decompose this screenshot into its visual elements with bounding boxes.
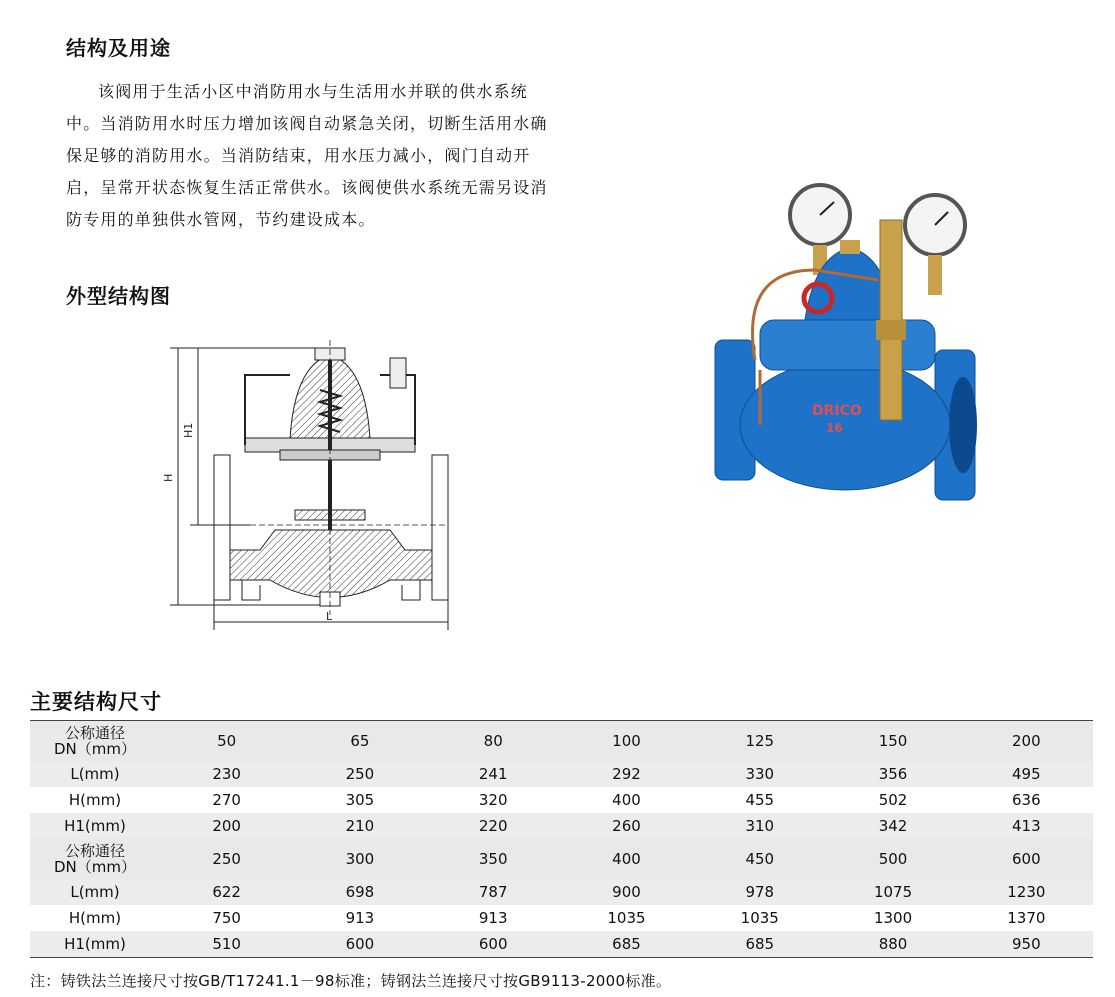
dim-h-label: H	[162, 473, 175, 482]
intro-paragraph: 该阀用于生活小区中消防用水与生活用水并联的供水系统中。当消防用水时压力增加该阀自动紧急关闭，切断生活用水确保足够的消防用水。当消防结束，用水压力减小，阀门自动开启，呈常开状态恢复生活正常供水。该阀使供水系统无需另设消防专用的单独供水管网，节约建设成本。	[66, 82, 548, 229]
table-cell: 230	[160, 761, 293, 787]
dim-l-label: L	[326, 610, 333, 623]
table-cell: 150	[826, 721, 959, 762]
dim-h1-label: H1	[182, 422, 195, 438]
table-cell: 1370	[1007, 909, 1046, 927]
table-row	[30, 813, 1093, 839]
table-cell: 787	[427, 879, 560, 905]
dn-header-cell: 公称通径 DN（mm）	[30, 839, 160, 879]
table-cell: 50	[160, 721, 293, 762]
dimensions-table	[30, 720, 1093, 958]
row-label: H1(mm)	[30, 931, 160, 958]
photo-brand-mark: DRICO	[812, 403, 862, 419]
table-cell: 1300	[873, 909, 913, 927]
section-title-dimensions: 主要结构尺寸	[30, 689, 162, 714]
row-label: H(mm)	[68, 909, 122, 927]
table-cell: 356	[826, 761, 959, 787]
table-cell: 320	[478, 791, 508, 809]
table-row	[30, 931, 1093, 958]
valve-product-photo	[700, 170, 990, 510]
table-cell: 200	[960, 721, 1093, 762]
dn-header-cell: 公称通径 DN（mm）	[30, 721, 160, 762]
section-title-structure-use: 结构及用途	[66, 36, 171, 60]
section-title-drawing: 外型结构图	[66, 284, 171, 308]
table-cell: 1035	[740, 909, 779, 927]
table-cell: 270	[212, 791, 241, 809]
table-cell: 125	[693, 721, 826, 762]
table-cell: 502	[878, 791, 908, 809]
table-cell: 685	[693, 931, 826, 958]
table-cell: 750	[212, 909, 241, 927]
table-row	[30, 761, 1093, 787]
table-cell: 450	[693, 839, 826, 879]
table-cell: 80	[427, 721, 560, 762]
table-cell: 636	[1012, 791, 1041, 809]
row-label: L(mm)	[30, 761, 160, 787]
table-cell: 200	[160, 813, 293, 839]
table-cell: 880	[826, 931, 959, 958]
table-cell: 978	[693, 879, 826, 905]
table-cell: 1230	[960, 879, 1093, 905]
table-cell: 1035	[607, 909, 646, 927]
table-cell: 622	[160, 879, 293, 905]
table-cell: 300	[293, 839, 426, 879]
table-cell: 685	[560, 931, 693, 958]
table-cell: 500	[826, 839, 959, 879]
table-cell: 400	[560, 839, 693, 879]
row-label: L(mm)	[30, 879, 160, 905]
table-cell: 100	[560, 721, 693, 762]
table-cell: 250	[160, 839, 293, 879]
table-row	[30, 905, 1093, 931]
table-cell: 600	[293, 931, 426, 958]
table-cell: 950	[960, 931, 1093, 958]
table-cell: 220	[427, 813, 560, 839]
row-label: H(mm)	[68, 791, 122, 809]
table-cell: 413	[960, 813, 1093, 839]
table-cell: 350	[427, 839, 560, 879]
footnote: 注：铸铁法兰连接尺寸按GB/T17241.1－98标准；铸钢法兰连接尺寸按GB9113-2000标准。	[30, 972, 672, 990]
table-row	[30, 787, 1093, 813]
table-row	[30, 721, 1093, 762]
table-cell: 65	[293, 721, 426, 762]
photo-size-mark: 16	[826, 421, 843, 435]
table-cell: 455	[745, 791, 775, 809]
table-cell: 510	[160, 931, 293, 958]
table-cell: 342	[826, 813, 959, 839]
table-cell: 305	[345, 791, 375, 809]
table-cell: 310	[693, 813, 826, 839]
table-cell: 495	[960, 761, 1093, 787]
table-cell: 600	[427, 931, 560, 958]
row-label: H1(mm)	[30, 813, 160, 839]
table-cell: 400	[612, 791, 641, 809]
table-row	[30, 879, 1093, 905]
table-cell: 250	[293, 761, 426, 787]
table-cell: 1075	[826, 879, 959, 905]
table-cell: 913	[478, 909, 508, 927]
table-cell: 600	[960, 839, 1093, 879]
table-cell: 241	[427, 761, 560, 787]
table-cell: 330	[693, 761, 826, 787]
table-cell: 210	[293, 813, 426, 839]
table-cell: 698	[293, 879, 426, 905]
valve-section-drawing	[150, 330, 470, 640]
table-cell: 900	[560, 879, 693, 905]
table-cell: 292	[560, 761, 693, 787]
table-cell: 260	[560, 813, 693, 839]
table-row	[30, 839, 1093, 879]
table-cell: 913	[345, 909, 375, 927]
